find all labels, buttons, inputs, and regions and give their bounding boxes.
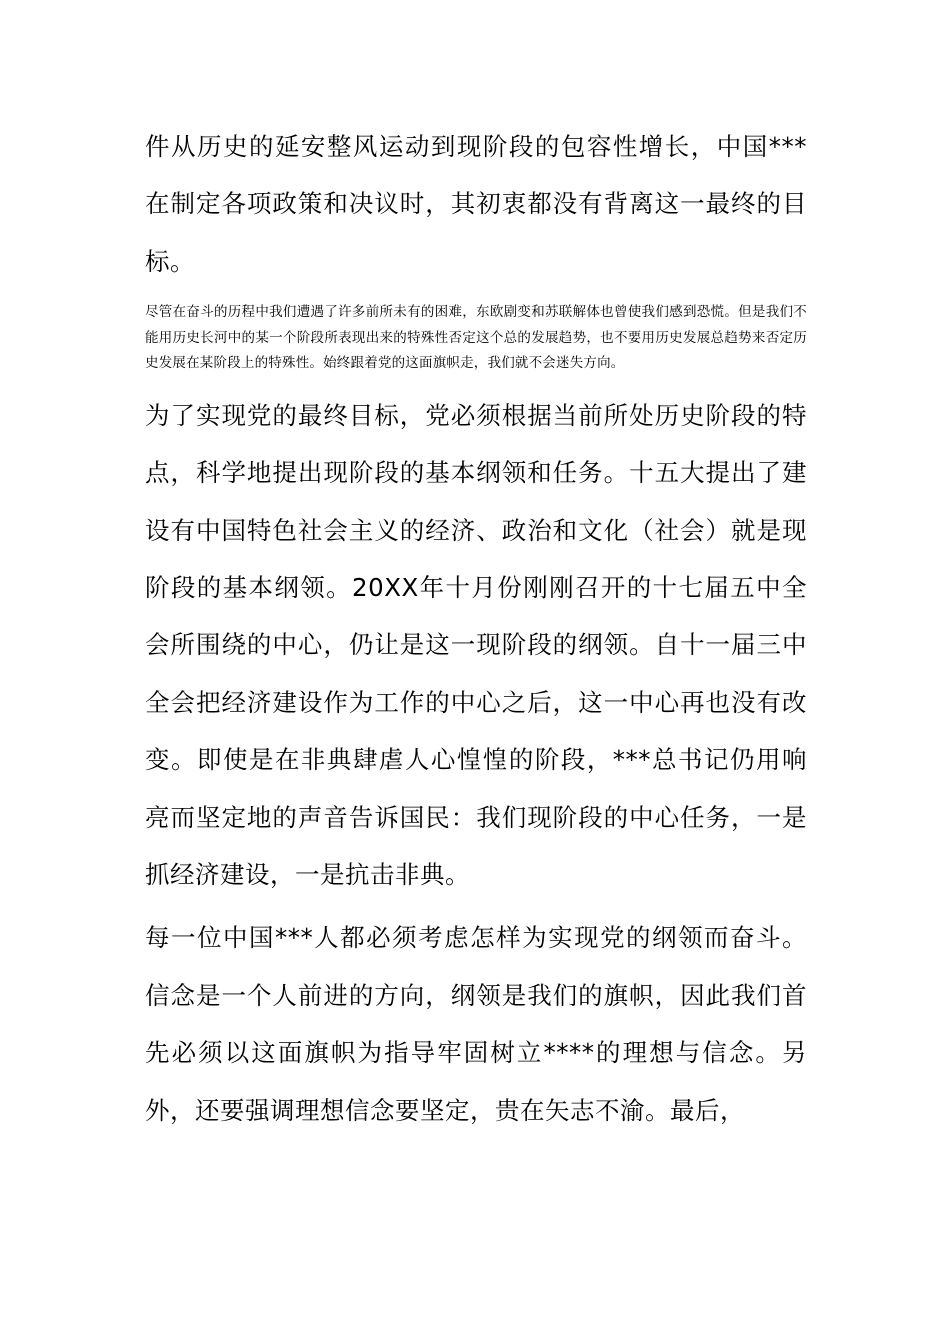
paragraph-difficulties: 尽管在奋斗的历程中我们遭遇了许多前所未有的困难，东欧剧变和苏联解体也曾使我们感到恐慌。但是我们不能用历史长河中的某一个阶段所表现出来的特殊性否定这个总的发展趋势，也不要用历史发展总趋势来否定历史发展在某阶段上的特殊性。始终跟着党的这面旗帜走，我们就不会迷失方向。	[145, 304, 807, 372]
paragraph-basic-program: 为了实现党的最终目标，党必须根据当前所处历史阶段的特点，科学地提出现阶段的基本纲领和任务。十五大提出了建设有中国特色社会主义的经济、政治和文化（社会）就是现阶段的基本纲领。20XX年十月份刚刚召开的十七届五中全会所围绕的中心，仍让是这一现阶段的纲领。自十一届三中全会把经济建设作为工作的中心之后，这一中心再也没有改变。即使是在非典肆虐人心惶惶的阶段，***总书记仍用响亮而坚定地的声音告诉国民：我们现阶段的中心任务，一是抓经济建设，一是抗击非典。	[145, 400, 807, 889]
paragraph-ideals-belief: 每一位中国***人都必须考虑怎样为实现党的纲领而奋斗。信念是一个人前进的方向，纲领是我们的旗帜，因此我们首先必须以这面旗帜为指导牢固树立****的理想与信念。另外，还要强调理想信念要坚定，贵在矢志不渝。最后，	[145, 923, 807, 1125]
document-body	[145, 118, 807, 1139]
paragraph-history-goal: 件从历史的延安整风运动到现阶段的包容性增长，中国***在制定各项政策和决议时，其初衷都没有背离这一最终的目标。	[145, 132, 807, 276]
